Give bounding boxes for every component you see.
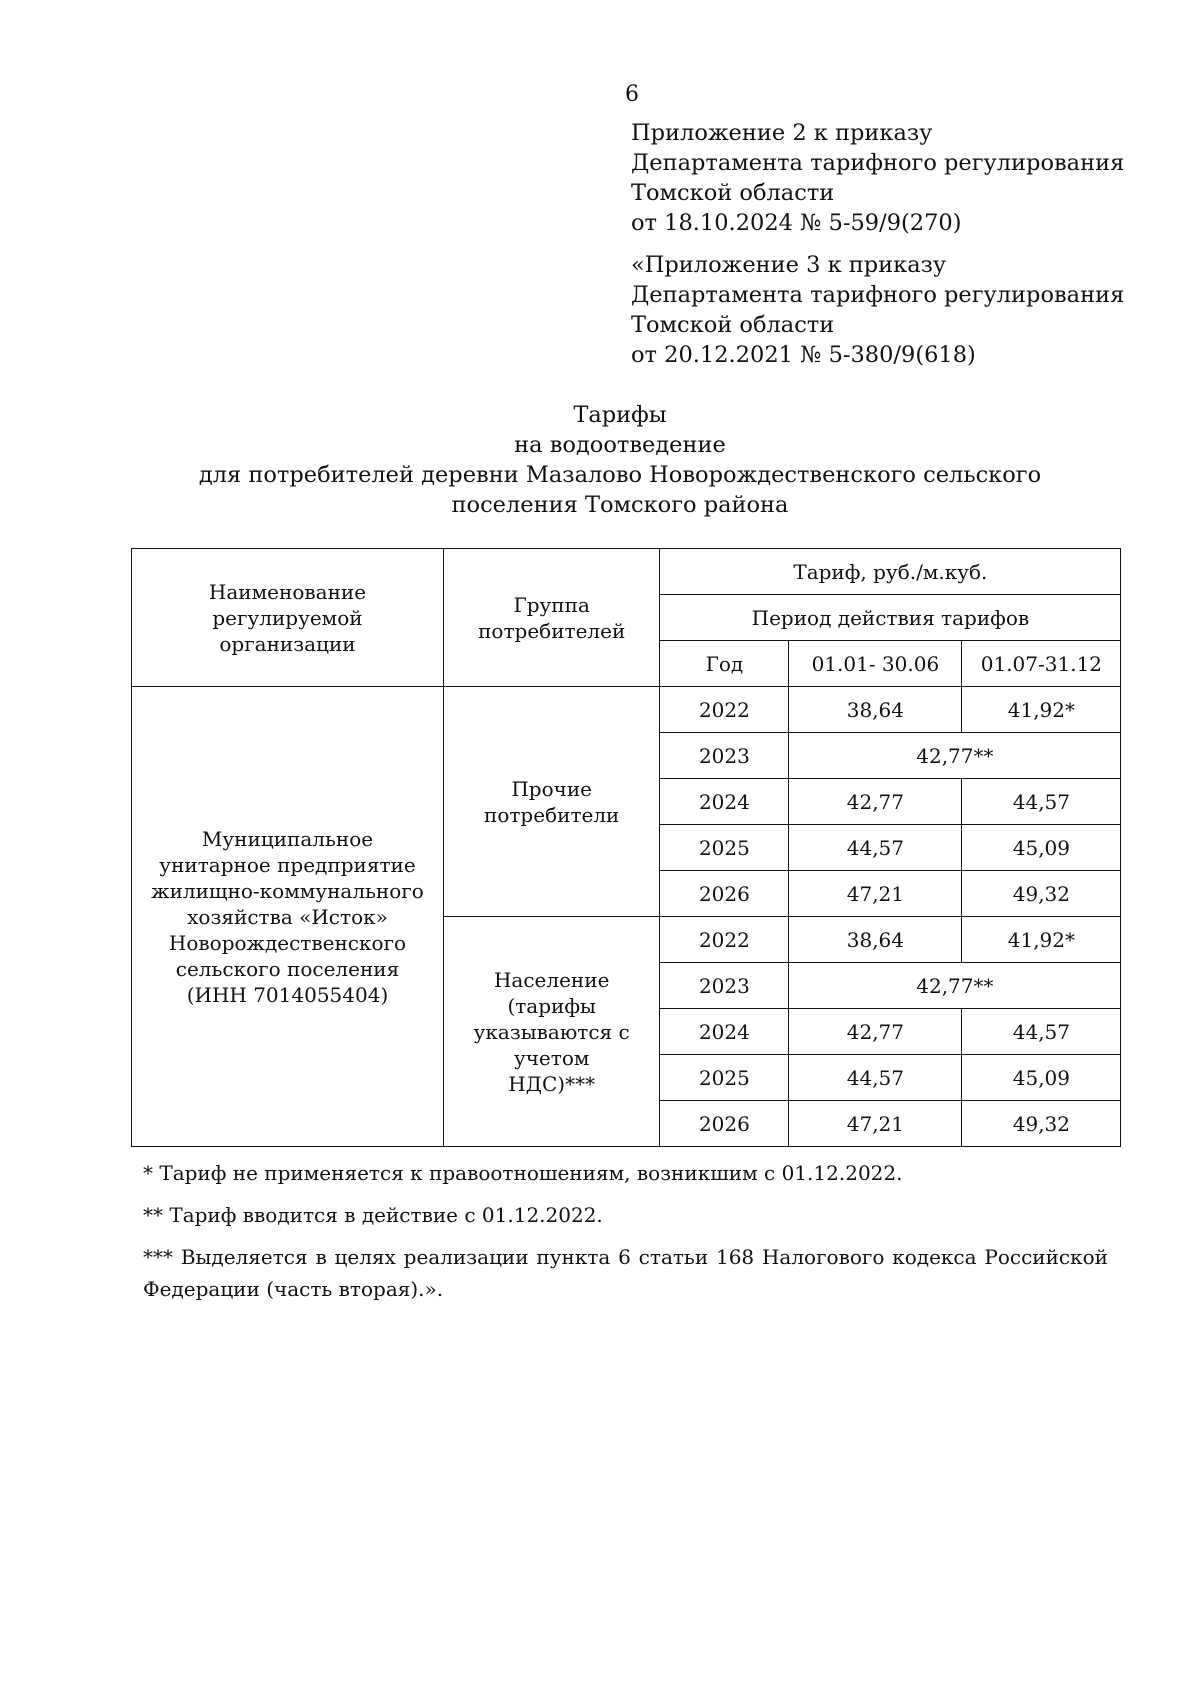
tariff-second-half: 49,32 <box>962 1101 1121 1147</box>
footnotes <box>143 1157 1108 1315</box>
appendix-original-header <box>631 250 1124 370</box>
header-organization: Наименование регулируемой организации <box>132 549 444 687</box>
tariff-second-half: 41,92* <box>962 687 1121 733</box>
header-group: Группа потребителей <box>444 549 660 687</box>
organization-name: Муниципальное унитарное предприятие жилищно-коммунального хозяйства «Исток» Новорождественского сельского поселения (ИНН 7014055404) <box>132 687 444 1147</box>
tariff-first-half: 42,77 <box>789 779 962 825</box>
footnote-2: ** Тариф вводится в действие с 01.12.2022. <box>143 1203 603 1227</box>
appendix-line: Департамента тарифного регулирования <box>631 150 1125 176</box>
year-cell: 2024 <box>660 779 789 825</box>
year-cell: 2026 <box>660 1101 789 1147</box>
tariff-first-half: 38,64 <box>789 917 962 963</box>
header-second-half: 01.07-31.12 <box>962 641 1121 687</box>
tariff-first-half: 44,57 <box>789 1055 962 1101</box>
tariff-first-half: 38,64 <box>789 687 962 733</box>
tariff-second-half: 44,57 <box>962 779 1121 825</box>
tariff-first-half: 42,77 <box>789 1009 962 1055</box>
tariff-table <box>131 548 1121 1147</box>
tariff-second-half: 41,92* <box>962 917 1121 963</box>
header-period: Период действия тарифов <box>660 595 1121 641</box>
tariff-second-half: 45,09 <box>962 825 1121 871</box>
tariff-full-year: 42,77** <box>789 963 1121 1009</box>
year-cell: 2023 <box>660 733 789 779</box>
appendix-line: Томской области <box>631 312 835 338</box>
appendix-line: от 20.12.2021 № 5-380/9(618) <box>631 342 976 368</box>
title-line: поселения Томского района <box>451 492 789 518</box>
tariff-first-half: 47,21 <box>789 871 962 917</box>
appendix-line: Приложение 2 к приказу <box>631 120 933 146</box>
year-cell: 2024 <box>660 1009 789 1055</box>
document-title <box>130 400 1110 520</box>
footnote-3: *** Выделяется в целях реализации пункта 6 статьи 168 Налогового кодекса Российской Федерации (часть вторая).». <box>143 1245 1108 1301</box>
page-number: 6 <box>625 82 639 107</box>
appendix-line: Томской области <box>631 180 835 206</box>
tariff-second-half: 44,57 <box>962 1009 1121 1055</box>
year-cell: 2026 <box>660 871 789 917</box>
appendix-line: от 18.10.2024 № 5-59/9(270) <box>631 210 962 236</box>
footnote-1: * Тариф не применяется к правоотношениям, возникшим с 01.12.2022. <box>143 1161 903 1185</box>
header-year: Год <box>660 641 789 687</box>
year-cell: 2023 <box>660 963 789 1009</box>
table-row <box>132 687 1121 733</box>
tariff-first-half: 44,57 <box>789 825 962 871</box>
appendix-line: «Приложение 3 к приказу <box>631 252 947 278</box>
header-first-half: 01.01- 30.06 <box>789 641 962 687</box>
tariff-second-half: 45,09 <box>962 1055 1121 1101</box>
group-other: Прочие потребители <box>444 687 660 917</box>
title-line: для потребителей деревни Мазалово Новорождественского сельского <box>198 462 1042 488</box>
title-line: Тарифы <box>573 402 667 428</box>
group-population: Население (тарифы указываются с учетом НДС)*** <box>444 917 660 1147</box>
year-cell: 2025 <box>660 825 789 871</box>
year-cell: 2025 <box>660 1055 789 1101</box>
tariff-first-half: 47,21 <box>789 1101 962 1147</box>
appendix-current-header <box>631 118 1124 238</box>
year-cell: 2022 <box>660 917 789 963</box>
appendix-line: Департамента тарифного регулирования <box>631 282 1125 308</box>
header-tariff: Тариф, руб./м.куб. <box>660 549 1121 595</box>
title-line: на водоотведение <box>514 432 726 458</box>
year-cell: 2022 <box>660 687 789 733</box>
tariff-second-half: 49,32 <box>962 871 1121 917</box>
tariff-full-year: 42,77** <box>789 733 1121 779</box>
